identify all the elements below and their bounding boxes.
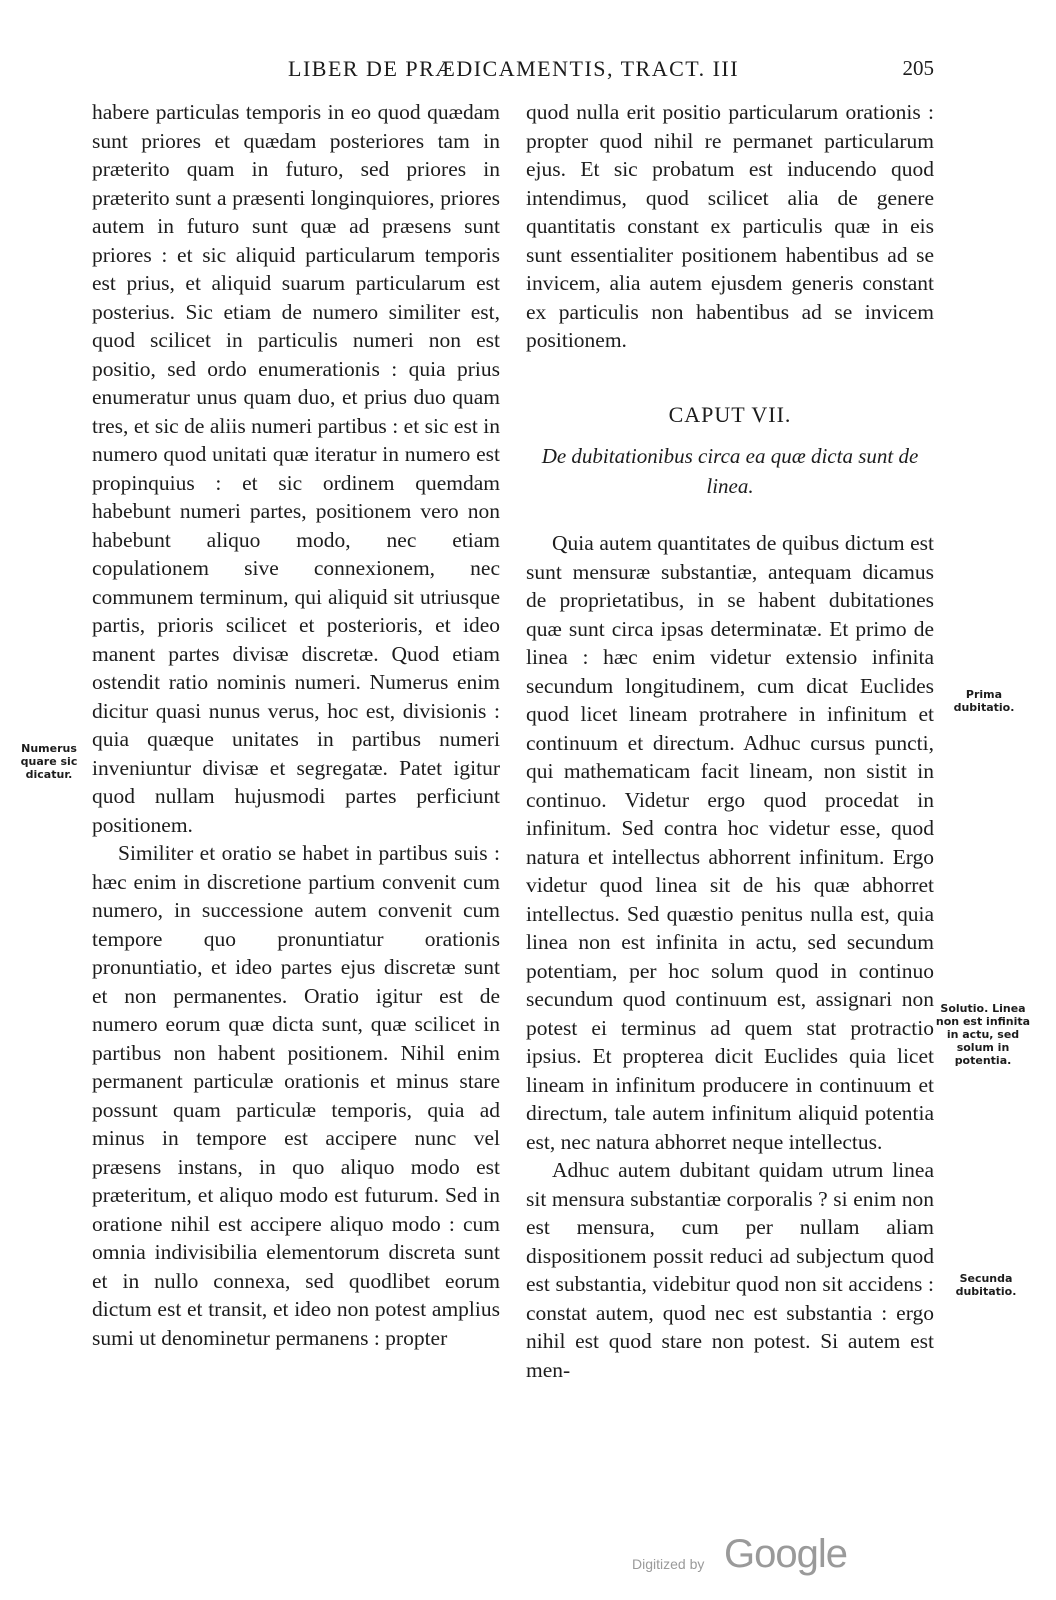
left-column — [92, 98, 500, 1352]
google-logo: Google — [724, 1532, 847, 1576]
left-paragraph-2: Similiter et oratio se habet in partibus suis : hæc enim in discretione partium convenit cum numero, in successione autem convenit cum tempore quo pronuntiatur orationis pronuntiatio, et ideo partes ejus discretæ sunt et non permanentes. Oratio igitur est de numero eorum quæ dicta sunt, quæ scilicet in partibus non habent positionem. Nihil enim permanent particulæ orationis et minus stare possunt quam particulæ temporis, quia ad minus in tempore est accipere nunc vel præsens instans, in quo aliquo modo est præteritum, et aliquo modo est futurum. Sed in oratione nihil est accipere aliquo modo : cum omnia indivisibilia elementorum discreta sunt et in nullo connexa, sed quodlibet eorum dictum est et transit, et ideo non potest amplius sumi ut denominetur permanens : propter — [92, 841, 500, 1350]
margin-note-secunda-dubitatio: Secunda dubitatio. — [955, 1272, 1017, 1298]
page-header — [92, 56, 934, 86]
right-paragraph-3: Adhuc autem dubitant quidam utrum linea sit mensura substantiæ corporalis ? si enim non est mensura, cum per nullam aliam dispositionem possit reduci ad subjectum quod est substantia, videbitur quod non sit accidens : constat autem, quod nec est substantia : ergo nihil est quod stare non potest. Si autem est men- — [526, 1158, 934, 1382]
left-paragraph-1: habere particulas temporis in eo quod quædam sunt priores et quædam posteriores tam in præterito quam in futuro, sed priores in præterito sunt a præsenti longinquiores, priores autem in futuro sunt quæ ad præsens sunt priores : et sic aliquid particularum temporis est prius, et aliquid suarum particularum est posterius. Sic etiam de numero similiter est, quod scilicet in particulis numeri non est positio, sed ordo enumerationis : quia prius enumeratur unus quam duo, et prius duo quam tres, et sic de aliis numeri partibus : et sic est in numero quod unitati quæ iteratur in numero est propinquius : et sic ordinem quemdam habebunt numeri partes, positionem vero non habebunt aliquo modo, nec etiam copulationem sive connexionem, nec communem terminum, qui aliquid sit utriusque partis, prioris scilicet et posterioris, et ideo manent partes divisæ discretæ. Quod etiam ostendit ratio nominis numeri. Numerus enim dicitur quasi nunus verus, hoc est, divisionis : quia quæque unitates in partibus numeri inveniuntur divisæ et segregatæ. Patet igitur quod nullam hujusmodi partes perficiunt positionem. — [92, 100, 500, 837]
chapter-subtitle: De dubitationibus circa ea quæ dicta sunt de linea. — [541, 444, 919, 498]
right-column — [526, 98, 934, 1384]
watermark-prefix: Digitized by — [632, 1556, 705, 1572]
margin-note-prima-dubitatio: Prima dubitatio. — [953, 688, 1015, 714]
right-paragraph-2: Quia autem quantitates de quibus dictum est sunt mensuræ substantiæ, antequam dicamus de proprietatibus, in se habent dubitationes quæ sunt circa ipsas determinatæ. Et primo de linea : hæc enim videtur extensio infinita secundum longitudinem, cum dicat Euclides quod licet lineam protrahere in infinitum et continuum et directum. Adhuc cursus puncti, qui mathematicam facit lineam, non sistit in continuo. Videtur ergo quod procedat in infinitum. Sed contra hoc videtur esse, quod natura et intellectus abhorrent infinitum. Ergo videtur quod linea sit de his quæ abhorret intellectus. Sed quæstio penitus nulla est, quia linea non est infinita in actu, sed secundum potentiam, per hoc solum quod in continuo secundum quod continuum est, assignari non potest ei terminus ad quem stat protractio ipsius. Et propterea dicit Euclides quia licet lineam in infinitum producere in continuum et directum, tale autem infinitum aliquid potentia est, nec natura abhorret neque intellectus. — [526, 531, 934, 1154]
right-paragraph-1: quod nulla erit positio particularum orationis : propter quod nihil re permanet particularum ejus. Et sic probatum est inducendo quod intendimus, quod scilicet alia de genere quantitatis constant ex particulis quæ in eis sunt essentialiter positionem habentibus ad se invicem, alia autem ejusdem generis constant ex particulis non habentibus ad se invicem positionem. — [526, 100, 934, 352]
google-watermark — [632, 1532, 862, 1582]
margin-note-numerus: Numerus quare sic dicatur. — [20, 742, 78, 781]
margin-note-solutio: Solutio. Linea non est infinita in actu, sed solum in potentia. — [935, 1002, 1031, 1067]
page-number: 205 — [902, 56, 934, 80]
chapter-title: CAPUT VII. — [668, 401, 792, 427]
running-title: LIBER DE PRÆDICAMENTIS, TRACT. III — [288, 56, 740, 81]
